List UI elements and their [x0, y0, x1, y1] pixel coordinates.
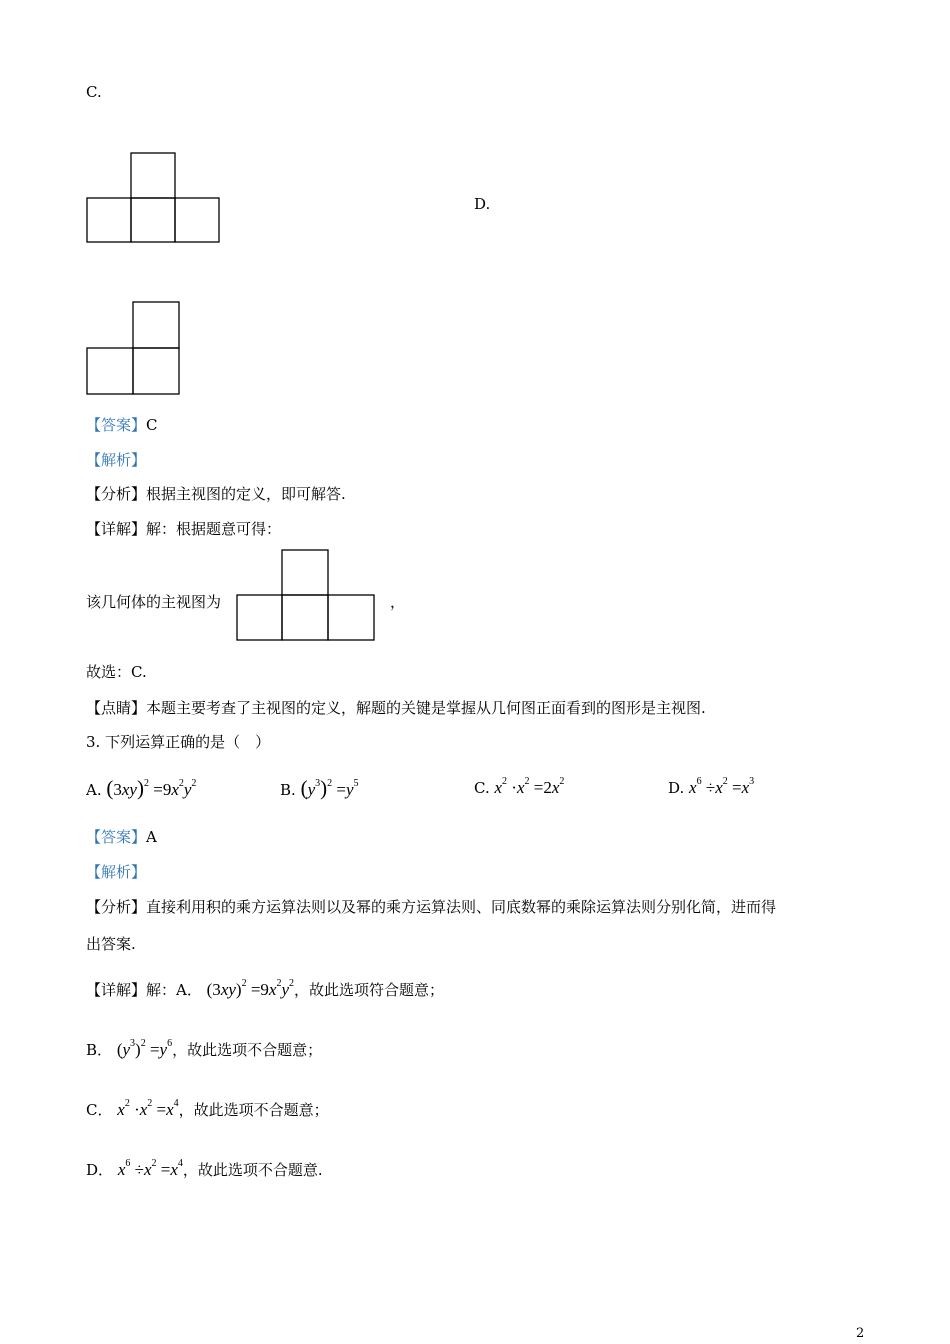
q3-detail-b-prefix: B．: [86, 1041, 113, 1059]
q3-fenxi-tag: 【分析】: [86, 898, 147, 916]
q3-detail-b: [86, 1040, 322, 1060]
q3-answer-line: [86, 827, 157, 847]
question-3-stem: 3. 下列运算正确的是（ ）: [86, 733, 271, 751]
option-d-label: D.: [474, 195, 491, 213]
q3-detail-b-formula: $(y^3)^2 =y^6$: [116, 1038, 173, 1059]
q3-detail-d-suffix: ，故此选项不合题意.: [182, 1161, 323, 1179]
q3-option-b: [280, 778, 359, 800]
option-d-figure: [86, 301, 182, 397]
q3-option-b-label: B.: [280, 781, 296, 799]
q3-detail-c-formula: $x^2 \cdot x^2 =x^4$: [117, 1098, 179, 1119]
q3-option-a-formula: $(3xy)^2 =9x^2y^2$: [106, 776, 197, 800]
q3-analysis-tag: 【解析】: [86, 863, 147, 881]
q3-detail-a-formula: $(3xy)^2 =9x^2y^2$: [206, 978, 295, 999]
q3-answer-tag: 【答案】: [86, 828, 147, 846]
main-view-figure: [236, 549, 376, 642]
q3-option-d: [668, 778, 754, 798]
fenxi-line: [86, 484, 346, 504]
q3-option-a: [86, 778, 196, 800]
q3-detail-c-prefix: C．: [86, 1101, 113, 1119]
q3-option-c: [474, 778, 564, 798]
q3-detail-a: [86, 980, 444, 1000]
dianjing-line: [86, 698, 706, 718]
dianjing-tag: 【点睛】: [86, 699, 147, 717]
answer-line: [86, 415, 158, 435]
q3-option-a-label: A.: [86, 781, 102, 799]
q3-option-d-formula: $x^6 \div x^2 =x^3$: [689, 776, 755, 797]
q3-fenxi-text-1: 直接利用积的乘方运算法则以及幂的乘方运算法则、同底数幂的乘除运算法则分别化简，进而得: [146, 898, 777, 916]
view-suffix: ，: [390, 593, 406, 611]
q3-fenxi-line2: 出答案.: [86, 935, 136, 953]
q3-detail-d-formula: $x^6 \div x^2 =x^4$: [117, 1158, 183, 1179]
q3-detail-d: [86, 1160, 323, 1180]
analysis-tag: 【解析】: [86, 451, 147, 469]
page-number: 2: [856, 1326, 865, 1341]
option-c-figure: [86, 152, 222, 244]
dianjing-text: 本题主要考查了主视图的定义，解题的关键是掌握从几何图正面看到的图形是主视图.: [146, 699, 706, 717]
q3-option-c-label: C.: [474, 779, 490, 797]
answer-value: C: [146, 416, 158, 434]
q3-detail-tag: 【详解】: [86, 981, 147, 999]
fenxi-text: 根据主视图的定义，即可解答.: [146, 485, 346, 503]
view-prefix: 该几何体的主视图为: [86, 593, 222, 611]
q3-detail-a-suffix: ，故此选项符合题意；: [294, 981, 445, 999]
choose-line: 故选：C.: [86, 663, 147, 681]
detail-text: 解：根据题意可得：: [146, 520, 282, 538]
q3-answer-value: A: [146, 828, 157, 846]
fenxi-tag: 【分析】: [86, 485, 147, 503]
q3-detail-a-prefix: 解：A．: [146, 981, 202, 999]
q3-option-b-formula: $(y^3)^2 =y^5$: [300, 776, 359, 800]
detail-line: [86, 519, 281, 539]
option-c-label: C.: [86, 83, 102, 101]
q3-detail-c-suffix: ，故此选项不合题意；: [178, 1101, 329, 1119]
q3-option-c-formula: $x^2 \cdot x^2 =2x^2$: [494, 776, 565, 797]
q3-fenxi-line1: [86, 897, 776, 917]
q3-option-d-label: D.: [668, 779, 685, 797]
q3-detail-c: [86, 1100, 329, 1120]
q3-detail-d-prefix: D．: [86, 1161, 114, 1179]
answer-tag: 【答案】: [86, 416, 147, 434]
detail-tag: 【详解】: [86, 520, 147, 538]
q3-detail-b-suffix: ，故此选项不合题意；: [172, 1041, 323, 1059]
